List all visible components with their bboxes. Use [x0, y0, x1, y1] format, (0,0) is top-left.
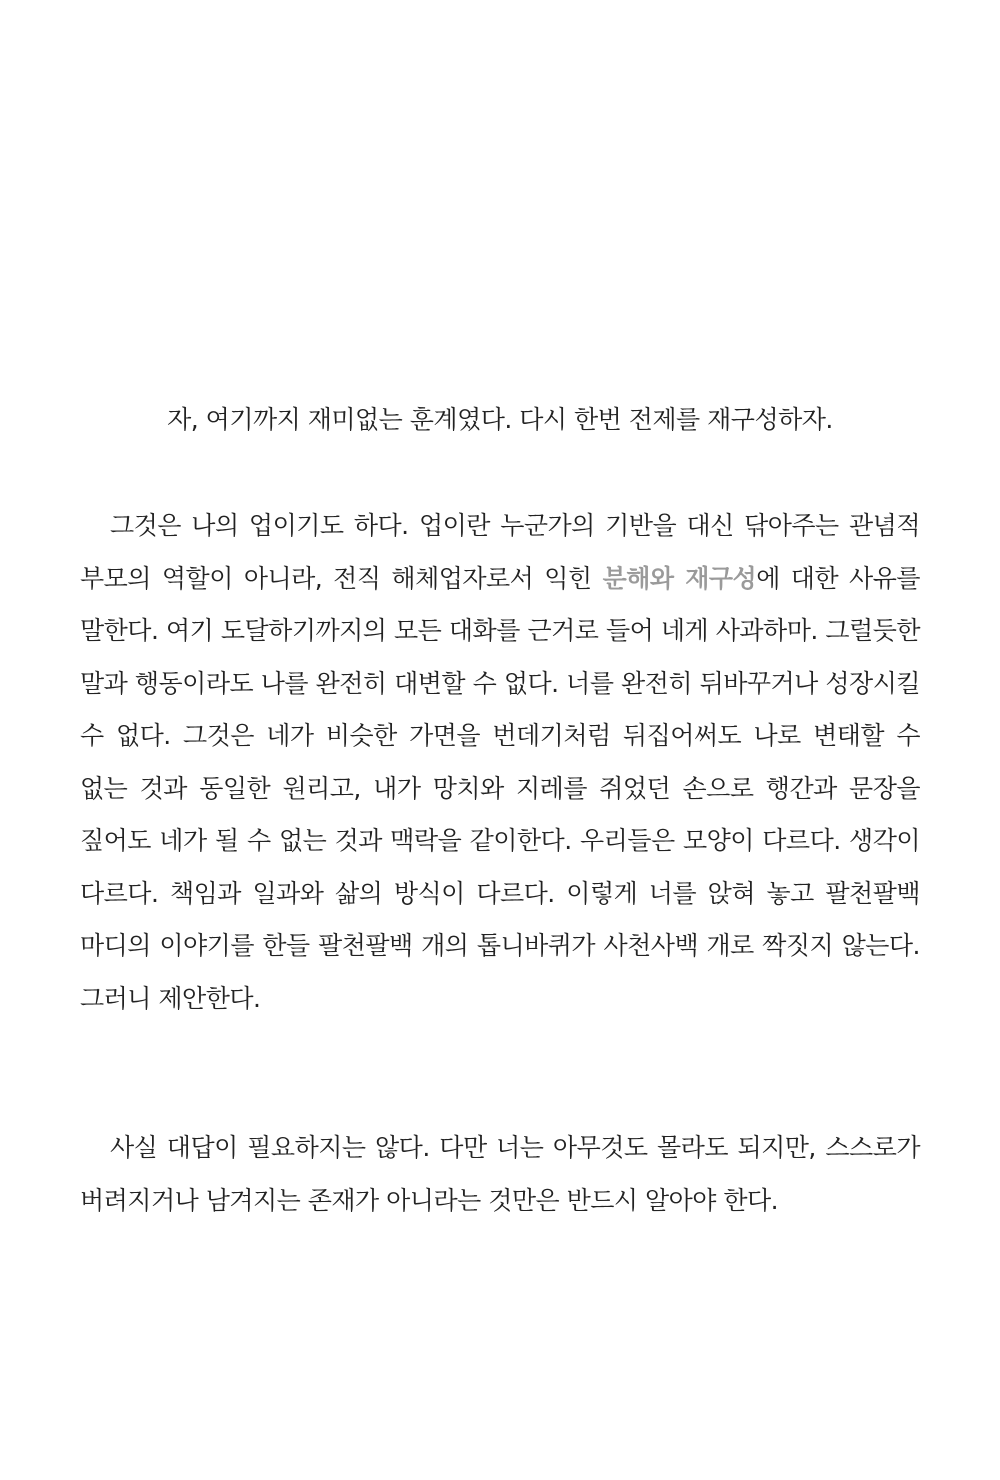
highlighted-phrase: 분해와 재구성 — [602, 563, 757, 593]
intro-line: 자, 여기까지 재미없는 훈계였다. 다시 한번 전제를 재구성하자. — [167, 405, 833, 434]
paragraph-1-text-start: 그것은 나의 업이기도 하다. 업이란 누군가의 기반을 대신 닦아주는 관념적 부모의 역할이 아니라, 전직 해체업자로서 익힌 — [80, 511, 920, 593]
paragraph-1-text-end: 에 대한 사유를 말한다. 여기 도달하기까지의 모든 대화를 근거로 들어 네게 사과하마. 그럴듯한 말과 행동이라도 나를 완전히 대변할 수 없다. 너를 완전히 뒤바꾸거나 성장시킬 수 없다. 그것은 네가 비슷한 가면을 번데기처럼 뒤집어써도 나로 변태할 수 없는 것과 동일한 원리고, 내가 망치와 지레를 쥐었던 손으로 행간과 문장을 짚어도 네가 될 수 없는 것과 맥락을 같이한다. 우리들은 모양이 다르다. 생각이 다르다. 책임과 일과와 삶의 방식이 다르다. 이렇게 너를 앉혀 놓고 팔천팔백 마디의 이야기를 한들 팔천팔백 개의 톱니바퀴가 사천사백 개로 짝짓지 않는다. 그러니 제안한다. — [80, 563, 921, 1013]
paragraph-1 — [80, 500, 920, 1025]
paragraph-2: 사실 대답이 필요하지는 않다. 다만 너는 아무것도 몰라도 되지만, 스스로가 버려지거나 남겨지는 존재가 아니라는 것만은 반드시 알아야 한다. — [80, 1133, 920, 1215]
